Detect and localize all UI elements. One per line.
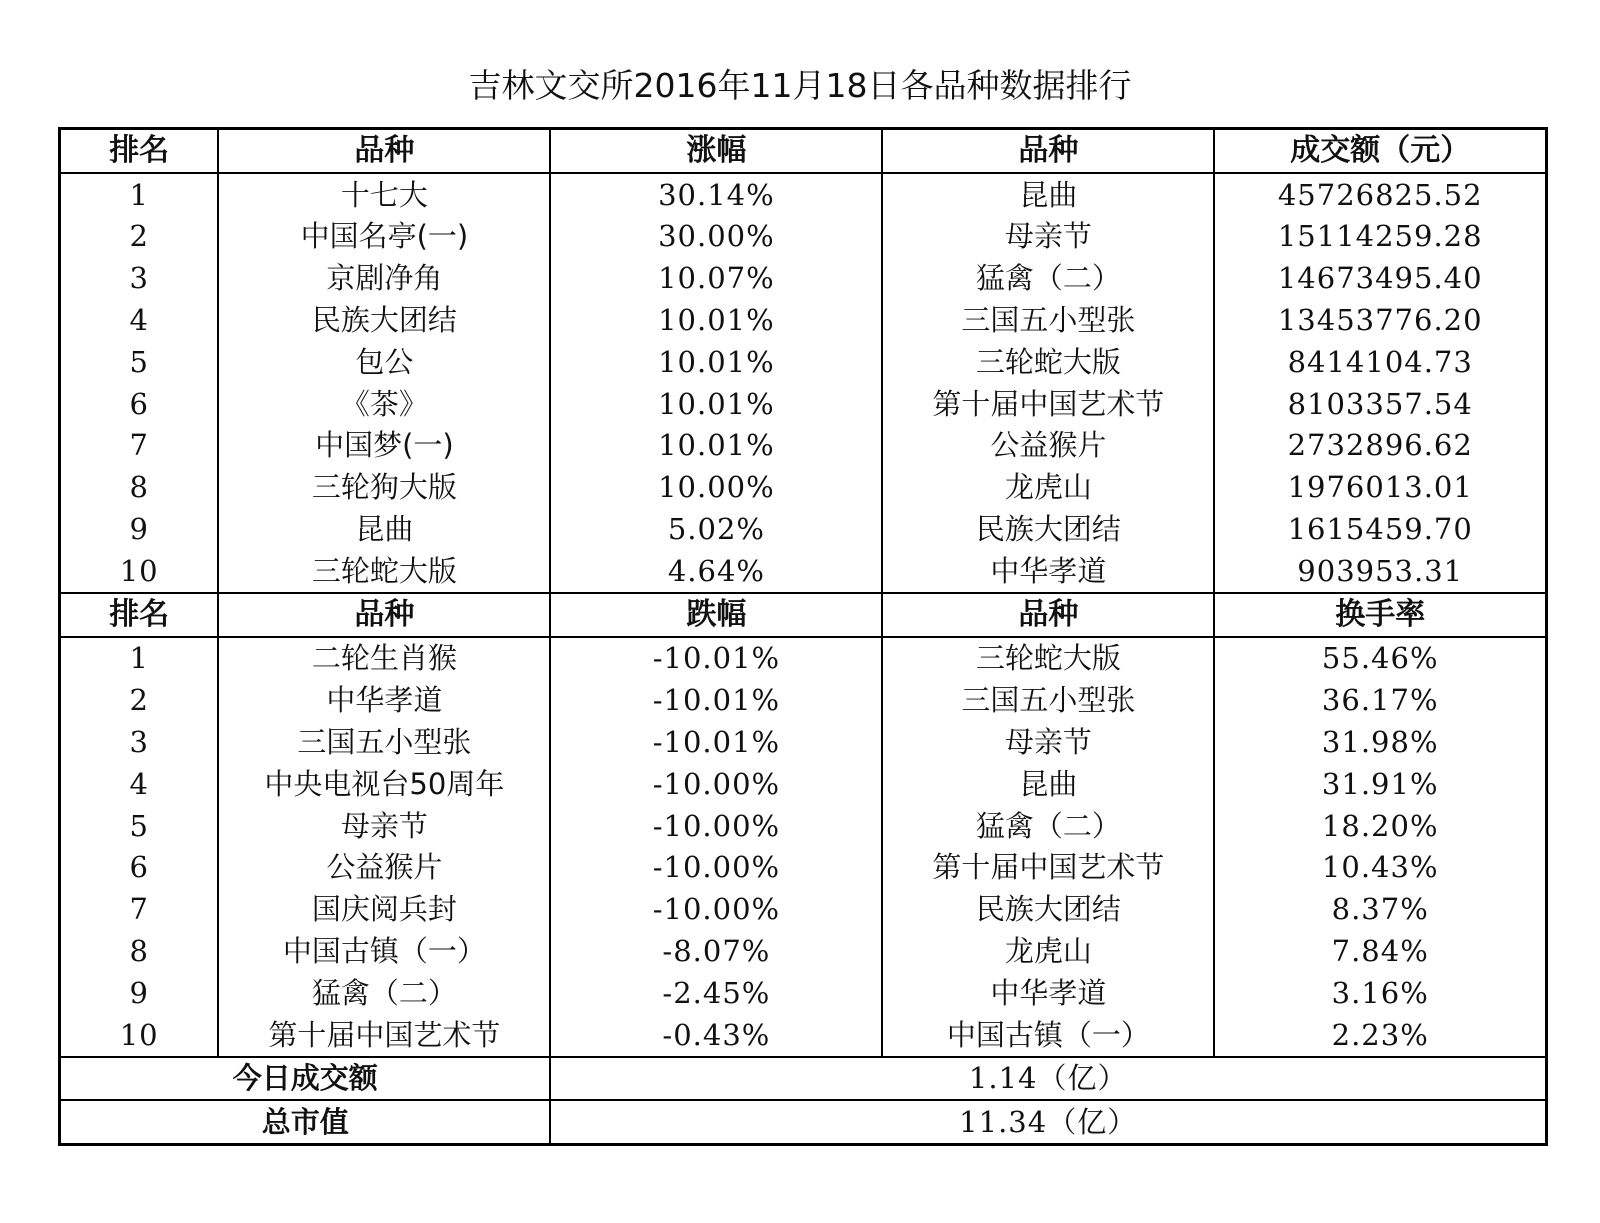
header-rank: 排名 bbox=[60, 593, 219, 637]
value-cell: 45726825.52 bbox=[1214, 173, 1546, 216]
variety-cell: 第十届中国艺术节 bbox=[882, 383, 1214, 425]
change-cell: 30.14% bbox=[550, 173, 882, 216]
variety-cell: 中华孝道 bbox=[218, 679, 550, 721]
variety-cell: 二轮生肖猴 bbox=[218, 637, 550, 680]
header-loss: 跌幅 bbox=[550, 593, 882, 637]
change-cell: -10.00% bbox=[550, 763, 882, 805]
gain-table-row bbox=[60, 257, 1547, 299]
loss-table-row bbox=[60, 637, 1547, 680]
variety-cell: 《茶》 bbox=[218, 383, 550, 425]
variety-cell: 龙虎山 bbox=[882, 930, 1214, 972]
page-title: 吉林文交所2016年11月18日各品种数据排行 bbox=[468, 66, 1132, 105]
variety-cell: 母亲节 bbox=[882, 721, 1214, 763]
header-gain: 涨幅 bbox=[550, 129, 882, 173]
change-cell: 10.07% bbox=[550, 257, 882, 299]
change-cell: 10.01% bbox=[550, 383, 882, 425]
header-turnover-amount: 成交额（元） bbox=[1214, 129, 1546, 173]
loss-table-row bbox=[60, 721, 1547, 763]
variety-cell: 中华孝道 bbox=[882, 550, 1214, 593]
value-cell: 8.37% bbox=[1214, 888, 1546, 930]
total-label: 今日成交额 bbox=[60, 1057, 551, 1101]
variety-cell: 第十届中国艺术节 bbox=[218, 1014, 550, 1057]
variety-cell: 中央电视台50周年 bbox=[218, 763, 550, 805]
loss-table-row bbox=[60, 805, 1547, 847]
variety-cell: 公益猴片 bbox=[218, 847, 550, 889]
header-rank: 排名 bbox=[60, 129, 219, 173]
rank-cell: 10 bbox=[119, 1017, 159, 1052]
variety-cell: 三国五小型张 bbox=[882, 679, 1214, 721]
total-row-market-cap bbox=[60, 1100, 1547, 1144]
rank-cell: 7 bbox=[129, 428, 149, 463]
value-cell: 1615459.70 bbox=[1214, 508, 1546, 550]
change-cell: 5.02% bbox=[550, 508, 882, 550]
total-value: 1.14（亿） bbox=[550, 1057, 1546, 1101]
rank-cell: 8 bbox=[129, 934, 149, 969]
rank-cell: 8 bbox=[129, 470, 149, 505]
gain-table-row bbox=[60, 466, 1547, 508]
rank-cell: 1 bbox=[129, 177, 149, 212]
gain-table-row bbox=[60, 299, 1547, 341]
value-cell: 31.98% bbox=[1214, 721, 1546, 763]
rank-cell: 6 bbox=[129, 386, 149, 421]
value-cell: 8414104.73 bbox=[1214, 341, 1546, 383]
variety-cell: 中国古镇（一） bbox=[218, 930, 550, 972]
value-cell: 36.17% bbox=[1214, 679, 1546, 721]
value-cell: 903953.31 bbox=[1214, 550, 1546, 593]
ranking-table-body bbox=[60, 129, 1547, 1145]
variety-cell: 十七大 bbox=[218, 173, 550, 216]
ranking-table bbox=[58, 127, 1548, 1146]
loss-table-row bbox=[60, 930, 1547, 972]
change-cell: 30.00% bbox=[550, 216, 882, 258]
loss-table-row bbox=[60, 1014, 1547, 1057]
change-cell: 10.01% bbox=[550, 341, 882, 383]
change-cell: -10.01% bbox=[550, 721, 882, 763]
variety-cell: 京剧净角 bbox=[218, 257, 550, 299]
variety-cell: 昆曲 bbox=[218, 508, 550, 550]
variety-cell: 中国名亭(一) bbox=[218, 216, 550, 258]
variety-cell: 国庆阅兵封 bbox=[218, 888, 550, 930]
rank-cell: 7 bbox=[129, 892, 149, 927]
rank-cell: 9 bbox=[129, 512, 149, 547]
variety-cell: 民族大团结 bbox=[882, 508, 1214, 550]
loss-table-row bbox=[60, 763, 1547, 805]
rank-cell: 4 bbox=[129, 303, 149, 338]
variety-cell: 昆曲 bbox=[882, 763, 1214, 805]
total-label: 总市值 bbox=[60, 1100, 551, 1144]
variety-cell: 母亲节 bbox=[882, 216, 1214, 258]
gain-table-row bbox=[60, 341, 1547, 383]
variety-cell: 包公 bbox=[218, 341, 550, 383]
variety-cell: 中华孝道 bbox=[882, 972, 1214, 1014]
value-cell: 3.16% bbox=[1214, 972, 1546, 1014]
change-cell: -10.01% bbox=[550, 679, 882, 721]
value-cell: 31.91% bbox=[1214, 763, 1546, 805]
change-cell: 4.64% bbox=[550, 550, 882, 593]
value-cell: 7.84% bbox=[1214, 930, 1546, 972]
change-cell: 10.01% bbox=[550, 299, 882, 341]
variety-cell: 民族大团结 bbox=[218, 299, 550, 341]
variety-cell: 猛禽（二） bbox=[882, 257, 1214, 299]
value-cell: 10.43% bbox=[1214, 847, 1546, 889]
variety-cell: 昆曲 bbox=[882, 173, 1214, 216]
rank-cell: 2 bbox=[129, 683, 149, 718]
rank-cell: 4 bbox=[129, 766, 149, 801]
variety-cell: 中国古镇（一） bbox=[882, 1014, 1214, 1057]
value-cell: 14673495.40 bbox=[1214, 257, 1546, 299]
change-cell: -10.00% bbox=[550, 847, 882, 889]
total-row-daily-amount bbox=[60, 1057, 1547, 1101]
change-cell: -2.45% bbox=[550, 972, 882, 1014]
value-cell: 1976013.01 bbox=[1214, 466, 1546, 508]
gain-table-row bbox=[60, 383, 1547, 425]
value-cell: 55.46% bbox=[1214, 637, 1546, 680]
change-cell: -0.43% bbox=[550, 1014, 882, 1057]
value-cell: 18.20% bbox=[1214, 805, 1546, 847]
change-cell: -10.01% bbox=[550, 637, 882, 680]
variety-cell: 中国梦(一) bbox=[218, 425, 550, 467]
variety-cell: 三轮蛇大版 bbox=[882, 637, 1214, 680]
value-cell: 2732896.62 bbox=[1214, 425, 1546, 467]
header-variety: 品种 bbox=[882, 129, 1214, 173]
gain-table-row bbox=[60, 425, 1547, 467]
variety-cell: 公益猴片 bbox=[882, 425, 1214, 467]
rank-cell: 1 bbox=[129, 641, 149, 676]
header-variety: 品种 bbox=[882, 593, 1214, 637]
gain-table-row bbox=[60, 550, 1547, 593]
loss-table-row bbox=[60, 679, 1547, 721]
rank-cell: 10 bbox=[119, 553, 159, 588]
loss-table-row bbox=[60, 972, 1547, 1014]
change-cell: 10.01% bbox=[550, 425, 882, 467]
rank-cell: 5 bbox=[129, 344, 149, 379]
variety-cell: 三轮蛇大版 bbox=[218, 550, 550, 593]
loss-table-row bbox=[60, 888, 1547, 930]
variety-cell: 三国五小型张 bbox=[218, 721, 550, 763]
gain-table-row bbox=[60, 173, 1547, 216]
variety-cell: 猛禽（二） bbox=[882, 805, 1214, 847]
variety-cell: 三国五小型张 bbox=[882, 299, 1214, 341]
value-cell: 8103357.54 bbox=[1214, 383, 1546, 425]
rank-cell: 9 bbox=[129, 975, 149, 1010]
variety-cell: 母亲节 bbox=[218, 805, 550, 847]
variety-cell: 第十届中国艺术节 bbox=[882, 847, 1214, 889]
loss-table-row bbox=[60, 847, 1547, 889]
change-cell: -10.00% bbox=[550, 805, 882, 847]
loss-header-row bbox=[60, 593, 1547, 637]
value-cell: 15114259.28 bbox=[1214, 216, 1546, 258]
gain-header-row bbox=[60, 129, 1547, 173]
rank-cell: 6 bbox=[129, 850, 149, 885]
variety-cell: 三轮狗大版 bbox=[218, 466, 550, 508]
change-cell: -8.07% bbox=[550, 930, 882, 972]
variety-cell: 猛禽（二） bbox=[218, 972, 550, 1014]
value-cell: 13453776.20 bbox=[1214, 299, 1546, 341]
rank-cell: 5 bbox=[129, 808, 149, 843]
rank-cell: 3 bbox=[129, 261, 149, 296]
header-turnover-rate: 换手率 bbox=[1214, 593, 1546, 637]
change-cell: -10.00% bbox=[550, 888, 882, 930]
rank-cell: 2 bbox=[129, 219, 149, 254]
total-value: 11.34（亿） bbox=[550, 1100, 1546, 1144]
variety-cell: 三轮蛇大版 bbox=[882, 341, 1214, 383]
gain-table-row bbox=[60, 216, 1547, 258]
rank-cell: 3 bbox=[129, 725, 149, 760]
value-cell: 2.23% bbox=[1214, 1014, 1546, 1057]
header-variety: 品种 bbox=[218, 593, 550, 637]
variety-cell: 龙虎山 bbox=[882, 466, 1214, 508]
change-cell: 10.00% bbox=[550, 466, 882, 508]
variety-cell: 民族大团结 bbox=[882, 888, 1214, 930]
gain-table-row bbox=[60, 508, 1547, 550]
header-variety: 品种 bbox=[218, 129, 550, 173]
